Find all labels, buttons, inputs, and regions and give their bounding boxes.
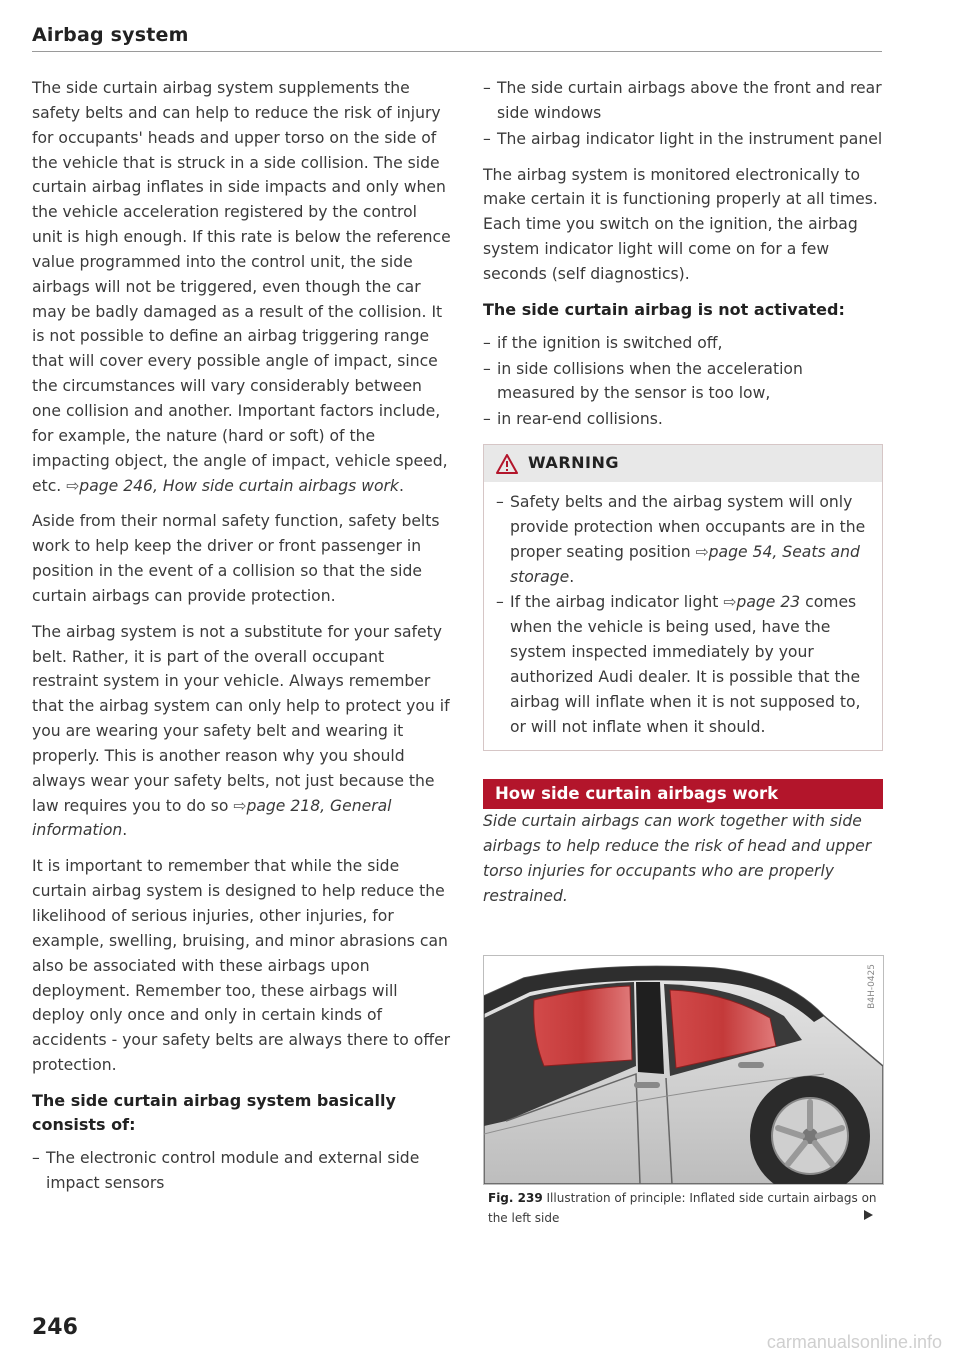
page-header-title: Airbag system — [32, 24, 189, 46]
page-ref-arrow: ⇨ — [695, 542, 709, 561]
page-ref-link[interactable]: page 23 — [736, 593, 801, 612]
page-ref-arrow: ⇨ — [66, 476, 80, 495]
figure-caption — [488, 1188, 878, 1228]
list-item: – in rear-end collisions. — [483, 410, 663, 429]
warning-item-text: comes when the vehicle is being used, have the system inspected immediately by your authorized Audi dealer. It is possible that the airbag will inflate when it is not supposed to, or will not inflate when it should. — [510, 593, 861, 736]
right-column — [483, 76, 883, 920]
page-ref-arrow: ⇨ — [723, 593, 737, 612]
list-item: – The electronic control module and external side impact sensors — [32, 1148, 420, 1192]
left-column — [32, 76, 452, 1197]
header-divider — [32, 51, 882, 52]
heading-not-activated: The side curtain airbag is not activated: — [483, 299, 845, 319]
page-ref-link[interactable]: page 246, How side curtain airbags work — [79, 476, 399, 495]
list-item-text: The airbag indicator light in the instrument panel — [497, 129, 883, 148]
section-intro: Side curtain airbags can work together with side airbags to help reduce the risk of head and upper torso injuries for occupants who are properly restrained. — [483, 812, 872, 905]
paragraph-safety-belts: Aside from their normal safety function, safety belts work to help keep the driver or front passenger in position in the event of a collision so that the side curtain airbags can provide protection. — [32, 512, 440, 605]
list-item: – The side curtain airbags above the front and rear side windows — [483, 79, 882, 122]
list-item: – if the ignition is switched off, — [483, 333, 723, 352]
warning-box — [483, 444, 883, 751]
paragraph-not-substitute-text: The airbag system is not a substitute for your safety belt. Rather, it is part of the overall occupant restraint system in your vehicle. Always remember that the airbag system can only help to protect you if you are wearing your safety belt and wearing it properly. This is another reason why you should always wear your safety belts, not just because the law requires you to do so — [32, 622, 450, 815]
car-side-airbag-illustration — [484, 956, 883, 1184]
section-title-bar: How side curtain airbags work — [483, 779, 883, 809]
warning-item: – If the airbag indicator light ⇨page 23 comes when the vehicle is being used, have the system inspected immediately by your authorized Audi dealer. It is possible that the airbag will inflate when it is not supposed to, or will not inflate when it should. — [496, 593, 861, 736]
figure-illustration — [483, 955, 884, 1185]
figure-code: B4H-0425 — [867, 964, 877, 1009]
page-number: 246 — [32, 1315, 78, 1340]
paragraph-injuries: It is important to remember that while the side curtain airbag system is designed to help reduce the likelihood of serious injuries, other injuries, for example, swelling, bruising, and minor abrasions can also be associated with these airbags upon deployment. Remember too, these airbags will deploy only once and only in certain kinds of accidents - your safety belts are always there to offer protection. — [32, 857, 451, 1075]
paragraph-not-substitute — [32, 620, 452, 844]
figure-label: Fig. 239 — [488, 1191, 543, 1205]
period: . — [122, 821, 128, 840]
watermark: carmanualsonline.info — [766, 1332, 942, 1352]
list-item-text: in rear-end collisions. — [497, 410, 663, 429]
page-ref-link[interactable]: page 54, Seats and storage — [510, 542, 860, 586]
heading-components: The side curtain airbag system basically consists of: — [32, 1090, 396, 1134]
list-item: – The airbag indicator light in the instrument panel — [483, 129, 883, 148]
list-item-text: if the ignition is switched off, — [497, 333, 723, 352]
continue-arrow-icon — [864, 1210, 873, 1220]
page-ref-link[interactable]: page 218, General information — [32, 796, 392, 840]
paragraph-intro-text: The side curtain airbag system supplements the safety belts and can help to reduce the risk of injury for occupants' heads and upper torso on the side of the vehicle that is struck in a side collision. The side curtain airbag inflates in side impacts and only when the vehicle acceleration registered by the control unit is high enough. If this rate is below the reference value programmed into the control unit, the side airbags will not be triggered, even though the car may be badly damaged as a result of the collision. It is not possible to define an airbag triggering range that will cover every possible angle of impact, since the circumstances will vary considerably between one collision and another. Important factors include, for example, the nature (hard or soft) of the impacting object, the angle of impact, vehicle speed, etc. — [32, 79, 451, 495]
paragraph-intro — [32, 76, 452, 498]
list-item-text: in side collisions when the acceleration measured by the sensor is too low, — [497, 359, 803, 403]
list-item: – in side collisions when the acceleration measured by the sensor is too low, — [483, 359, 803, 403]
page-ref-arrow: ⇨ — [233, 796, 247, 815]
warning-item: – Safety belts and the airbag system will only provide protection when occupants are in the proper seating position ⇨page 54, Seats and storage. — [496, 492, 866, 586]
warning-item-text: If the airbag indicator light — [510, 593, 719, 612]
warning-title: WARNING — [528, 453, 619, 473]
list-item-text: The electronic control module and external side impact sensors — [46, 1148, 420, 1192]
warning-header — [484, 445, 882, 482]
list-item-text: The side curtain airbags above the front and rear side windows — [497, 79, 882, 122]
warning-body — [484, 482, 882, 750]
period: . — [569, 567, 575, 586]
warning-item-text: Safety belts and the airbag system will only provide protection when occupants are in the proper seating position — [510, 492, 866, 561]
paragraph-monitoring: The airbag system is monitored electronically to make certain it is functioning properly at all times. Each time you switch on the ignition, the airbag system indicator light will come on for a few seconds (self diagnostics). — [483, 165, 878, 283]
figure-caption-text: Illustration of principle: Inflated side curtain airbags on the left side — [488, 1191, 877, 1225]
warning-triangle-icon — [496, 454, 518, 474]
period: . — [398, 476, 404, 495]
